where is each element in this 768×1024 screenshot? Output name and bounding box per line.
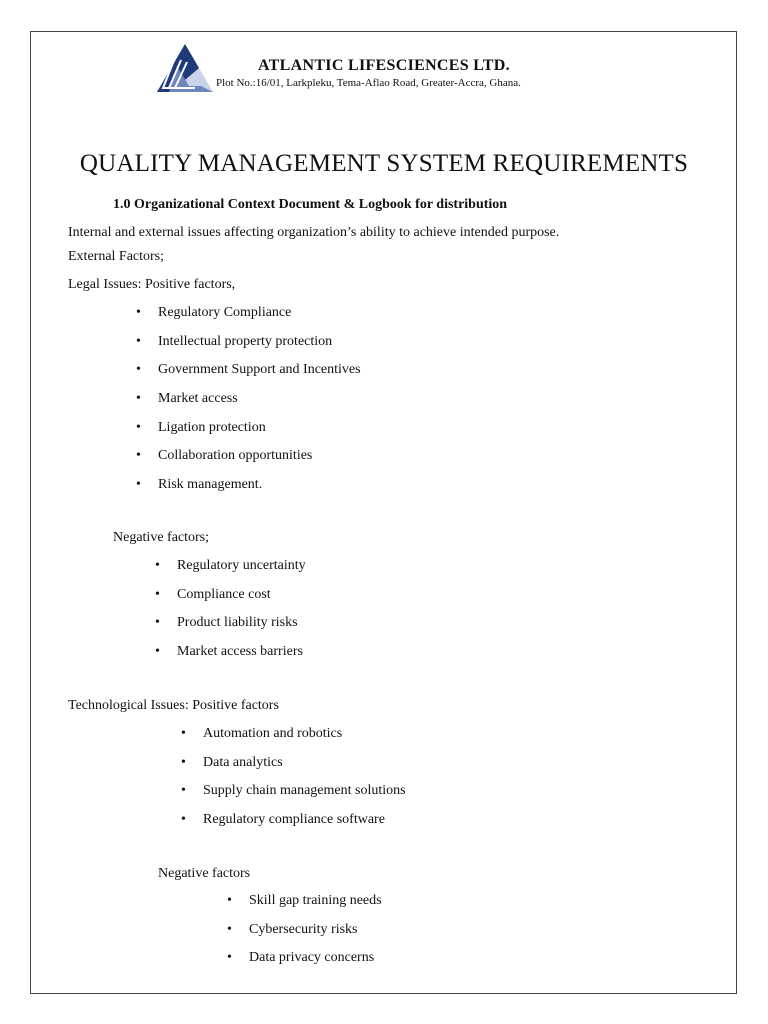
list-item: • Ligation protection [136,419,266,435]
technological-positive-list [181,725,406,840]
intro-text: Internal and external issues affecting organization’s ability to achieve intended purpose. [68,225,560,240]
list-item: • Data privacy concerns [227,950,375,966]
external-factors-label: External Factors; [68,249,165,264]
company-logo-icon [155,42,215,94]
section-heading: 1.0 Organizational Context Document & Logbook for distribution [113,197,508,212]
list-item: • Skill gap training needs [227,893,382,908]
legal-issues-heading: Legal Issues: Positive factors, [68,277,236,292]
list-item: • Compliance cost [155,586,271,602]
technological-negative-list [227,892,382,978]
list-item: • Regulatory compliance software [181,812,385,828]
technological-negative-heading: Negative factors [158,866,251,881]
list-item: • Product liability risks [155,615,298,631]
list-item: • Data analytics [181,754,283,770]
list-item: • Market access [136,391,238,407]
document-title: QUALITY MANAGEMENT SYSTEM REQUIREMENTS [79,150,689,177]
legal-positive-list [136,304,361,505]
list-item: • Regulatory Compliance [136,305,292,320]
technological-issues-heading: Technological Issues: Positive factors [68,698,279,713]
list-item: • Collaboration opportunities [136,448,313,464]
company-name: ATLANTIC LIFESCIENCES LTD. [258,57,510,74]
list-item: • Risk management. [136,477,263,493]
legal-negative-heading: Negative factors; [113,530,210,545]
list-item: • Regulatory uncertainty [155,558,306,573]
list-item: • Intellectual property protection [136,333,333,349]
list-item: • Market access barriers [155,644,303,660]
list-item: • Government Support and Incentives [136,362,361,378]
legal-negative-list [155,557,306,672]
list-item: • Supply chain management solutions [181,783,406,799]
list-item: • Automation and robotics [181,726,343,741]
company-address: Plot No.:16/01, Larkpleku, Tema-Aflao Road, Greater-Accra, Ghana. [216,77,521,89]
list-item: • Cybersecurity risks [227,921,358,937]
